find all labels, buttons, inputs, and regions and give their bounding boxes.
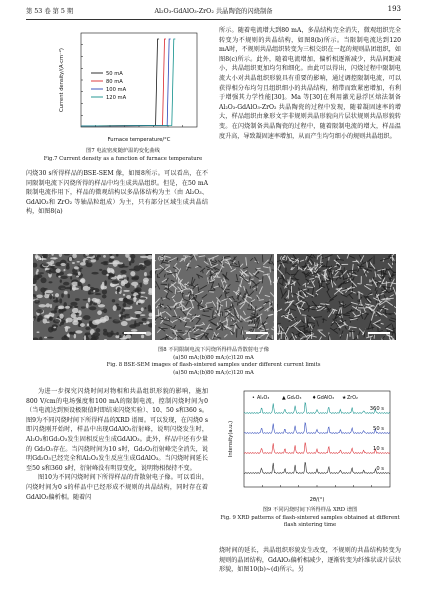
trace-label: 50 s [373, 426, 384, 432]
grain [33, 316, 36, 321]
grain [98, 304, 105, 307]
grain [74, 306, 78, 308]
fig9-caption-en: Fig. 9 XRD patterns of flash-sintered samples obtained at different flash sintering time [220, 514, 400, 528]
grain [141, 307, 144, 311]
fig8-caption-en: Fig. 8 BSE-SEM images of flash-sintered samples under different current limits [106, 362, 321, 368]
lamella [173, 316, 176, 317]
grain [95, 293, 101, 295]
grain [72, 285, 76, 291]
panel-label-b: (b) [158, 256, 166, 262]
grain [135, 290, 137, 292]
article-running-title: Al₂O₃-GdAlO₃-ZrO₂ 共晶陶瓷的闪烧制备 [154, 8, 273, 15]
fig7-chart [55, 27, 205, 145]
paragraph: 所示。随着电流增大到80 mA，多晶结构完全消失，微观组织完全转变为不规则的共晶结构，如图8(b)所示。当限制电流达到120 mA时，不规则共晶组织转变为三相交织在一起的规则晶团组织，如图8(c)所示。此外，随着电流增加，偏析相逐渐减少，共晶间距减小，共晶组织更加均匀和细化。由此可以得出，闪烧过程中限制电流大小对共晶组织形貌具有重要的影响，通过调控限制电流，可以获得相分布均匀且组织细小的共晶结构，稍带而致紧密增加，有利于增强其力学性能[30]。Ma 等[30]在利用激光悬浮区熔法制备Al₂O₃-GdAlO₃-ZrO₂ 共晶陶瓷的过程中发现，随着凝固速率的增大，样品组织由象形文字非规则共晶形貌向片层状规则共晶形貌转变。在闪烧制备共晶陶瓷的过程中，随着限制电流的增大，样品温度升高，导致凝固速率增加，从而产生均匀细小的规则共晶组织。 [219, 27, 401, 140]
grain [140, 314, 145, 316]
y-axis-label: Current density/(A·cm⁻²) [59, 48, 65, 112]
grain [93, 290, 95, 292]
fig9-caption [219, 507, 401, 530]
grain [88, 298, 91, 303]
grain [96, 328, 101, 332]
fig7-caption [28, 148, 218, 163]
grain [83, 299, 88, 301]
series-line-80mA [81, 39, 166, 126]
grain [129, 269, 136, 271]
grain [115, 335, 119, 338]
grain [60, 321, 64, 325]
right-column-text-top [219, 26, 401, 141]
grain [43, 318, 47, 323]
legend-label: 100 mA [106, 87, 127, 93]
grain [69, 257, 72, 261]
fig9-caption-cn: 图9 不同闪烧时间下所得样品 XRD 谱图 [262, 507, 358, 513]
grain [123, 303, 127, 307]
grain [141, 292, 146, 294]
lamella [361, 276, 362, 284]
grain [75, 298, 80, 301]
fig8-caption-en-sub: (a)50 mA;(b)80 mA;(c)120 mA [173, 369, 254, 376]
grain [89, 306, 96, 310]
grain [35, 286, 38, 292]
lamella [321, 266, 330, 267]
grain [39, 272, 44, 274]
grain [127, 277, 129, 281]
grain [92, 298, 98, 302]
lamella [386, 281, 387, 289]
grain [75, 313, 79, 315]
grain [49, 316, 51, 320]
grain [92, 320, 100, 325]
plot-frame [81, 33, 197, 127]
legend-label: Gd₂O₃ [287, 396, 302, 401]
grain [126, 335, 131, 339]
lamella [359, 291, 360, 299]
grain [75, 330, 82, 333]
xrd-trace-0s [244, 462, 390, 473]
grain [143, 323, 147, 325]
grain [103, 308, 107, 313]
grain [81, 306, 86, 308]
grain [72, 320, 78, 325]
grain [87, 323, 89, 326]
grain [37, 269, 39, 272]
trace-label: 0 s [376, 466, 384, 472]
fig8-caption-cn-sub: (a)50 mA;(b)80 mA;(c)120 mA [173, 354, 254, 361]
scale-bar [124, 332, 146, 334]
fig8-panel-c [277, 254, 396, 340]
grain [144, 260, 151, 266]
grain [136, 295, 141, 298]
grain [50, 304, 52, 308]
page-number: 193 [387, 5, 401, 13]
panel-label-a: (a) [36, 256, 44, 262]
grain [104, 280, 107, 286]
trace-label: 10 s [373, 446, 384, 452]
paragraph: 图10为不同闪烧时间下所得样品的背散射电子像。可以看出，闪烧时间为0 s的样品中已经形成不规则的共晶结构，同时存在着GdAlO₃偏析相。随着闪 [26, 474, 208, 501]
grain [113, 319, 121, 323]
grain [123, 294, 125, 296]
grain [58, 305, 65, 309]
grain [63, 282, 69, 286]
grain [102, 295, 107, 299]
grain [60, 276, 67, 279]
grain [74, 334, 76, 339]
grain [78, 310, 82, 316]
legend-label: 120 mA [106, 95, 127, 101]
grain [119, 338, 126, 340]
grain [123, 298, 128, 304]
running-header [26, 6, 401, 18]
grain [141, 335, 144, 339]
grain [106, 274, 109, 276]
grain [122, 266, 129, 268]
left-column-text-bottom [26, 387, 208, 502]
micrograph-image-a [33, 254, 152, 340]
grain [36, 309, 43, 313]
grain [81, 285, 83, 290]
grain [111, 280, 119, 284]
lamella [193, 254, 198, 255]
lamella [352, 282, 353, 292]
grain [85, 260, 88, 264]
grain [64, 291, 68, 295]
grain [97, 310, 102, 315]
fig8-caption-cn: 图8 不同限制电流下闪烧所得样品背散射电子像 [158, 347, 269, 353]
lamella [318, 305, 323, 306]
grain [144, 272, 147, 276]
grain [86, 303, 89, 308]
grain [148, 305, 151, 311]
xrd-trace-360s [244, 403, 390, 414]
grain [47, 337, 54, 339]
trace-label: 360 s [369, 406, 384, 412]
grain [112, 260, 119, 264]
series-line-120mA [81, 39, 175, 126]
grain [60, 263, 65, 266]
paragraph: 闪烧30 s所得样品的BSE-SEM 像，如图8所示。可以看出，在不同限制电流下闪烧所得的样品中均生成共晶组织。但是，在50 mA限制电流作用下，样品的微观结构以多晶体结构为主（由 Al₂O₃、GdAlO₃和 ZrO₂ 等轴晶粒组成）为主，只有部分区域生成共晶结构，如图8(a) [26, 170, 208, 216]
grain [66, 265, 70, 269]
grain [54, 307, 57, 312]
right-column-text-bottom [219, 546, 401, 575]
grain [91, 272, 98, 275]
grain [117, 287, 121, 292]
grain [103, 329, 107, 332]
grain [38, 304, 46, 307]
grain [70, 302, 77, 306]
grain [144, 307, 146, 309]
grain [40, 277, 46, 283]
grain [131, 282, 138, 286]
grain [49, 281, 53, 283]
legend-label: Al₂O₃ [257, 396, 270, 401]
grain [99, 269, 102, 271]
grain [58, 276, 60, 278]
xrd-trace-50s [244, 423, 390, 434]
fig8-micrographs [33, 254, 396, 340]
scale-bar [246, 332, 268, 334]
xrd-trace-10s [244, 443, 390, 454]
grain [90, 259, 96, 262]
grain [113, 305, 117, 311]
grain [55, 293, 59, 297]
grain [63, 269, 65, 271]
lamella [350, 332, 351, 336]
grain [45, 290, 53, 293]
paragraph: 为进一步探究闪烧时间对物相和共晶组织形貌的影响，施加800 V/cm的电场强度和100 mA的限制电流，控制闪烧时间为0（当电流达到预设极限值时即结束闪烧实验）、10、50 s和360 s。图9为不同闪烧时间下所得样品的XRD 谱图。可以发现，在闪烧0 s 即闪烧刚开始时，样品中出现GdAlO₃衍射峰，说明闪烧发生时，Al₂O₃和Gd₂O₃发生固相反应生成GdAlO₃。此外，样品中还有少量的 Gd₂O₃存在。当闪烧时间为10 s时，Gd₂O₃衍射峰完全消失，说明Gd₂O₃已经完全和Al₂O₃发生反应生成GdAlO₃。当闪烧时间延长至50 s和360 s时，衍射峰没有明显变化，说明物相保持不变。 [26, 388, 208, 472]
grain [72, 262, 75, 264]
grain [110, 256, 114, 259]
grain [38, 318, 40, 321]
grain [67, 274, 72, 277]
grain [53, 326, 56, 328]
lamella [207, 269, 210, 270]
grain [136, 314, 140, 318]
grain [53, 257, 56, 259]
grain [112, 299, 115, 302]
lamella [374, 255, 375, 264]
legend-label: 80 mA [106, 79, 123, 85]
grain [149, 288, 152, 292]
fig7-caption-en: Fig.7 Current density as a function of furnace temperature [43, 155, 203, 162]
grain [134, 285, 136, 288]
grain [49, 294, 52, 300]
grain [120, 270, 126, 274]
grain [123, 290, 130, 292]
grain [58, 285, 66, 290]
legend-label: ZrO₂ [347, 396, 358, 401]
legend-marker: • [252, 396, 255, 401]
grain [89, 304, 92, 306]
grain [46, 270, 52, 273]
lamella [383, 299, 391, 300]
grain [119, 314, 121, 317]
journal-volume: 第 53 卷 第 5 期 [26, 8, 74, 15]
grain [36, 331, 39, 333]
lamella [336, 263, 340, 264]
left-column-text-top [26, 169, 208, 217]
grain [116, 332, 119, 336]
grain [121, 321, 128, 326]
grain [65, 287, 72, 289]
grain [42, 292, 45, 295]
lamella [185, 295, 189, 296]
grain [139, 264, 143, 268]
lamella [303, 336, 308, 337]
scale-bar [368, 332, 390, 334]
grain [53, 319, 60, 323]
grain [93, 303, 97, 306]
grain [70, 332, 75, 334]
grain [61, 293, 64, 297]
fig8-caption [40, 347, 387, 377]
grain [80, 323, 85, 327]
fig8-panel-b [155, 254, 274, 340]
grain [131, 277, 138, 280]
micrograph-image-c [277, 254, 396, 340]
lamella [165, 264, 170, 265]
grain [131, 259, 135, 264]
grain [119, 278, 124, 280]
grain [77, 261, 80, 263]
grain [80, 262, 86, 265]
grain [53, 297, 55, 299]
header-rule [26, 19, 401, 20]
grain [85, 332, 91, 335]
grain [138, 322, 143, 324]
grain [64, 326, 70, 329]
grain [109, 274, 115, 277]
grain [130, 271, 135, 276]
grain [101, 285, 107, 289]
grain [143, 280, 148, 285]
legend-marker: ♦ [312, 396, 317, 401]
grain [58, 309, 66, 311]
lamella [342, 288, 348, 289]
legend-marker: ▲ [282, 396, 286, 401]
grain [88, 284, 91, 287]
grain [72, 308, 79, 314]
grain [65, 306, 70, 309]
grain [85, 327, 90, 330]
grain [136, 302, 138, 305]
grain [70, 276, 72, 280]
grain [76, 276, 79, 278]
grain [140, 282, 142, 288]
grain [53, 300, 59, 303]
fig8-panel-a [33, 254, 152, 340]
legend-marker: ★ [342, 396, 347, 401]
grain [79, 267, 82, 269]
grain [102, 289, 107, 295]
grain [56, 268, 61, 272]
legend-label: GdAlO₃ [317, 396, 335, 401]
lamella [217, 300, 218, 310]
x-axis-label: 2θ/(°) [309, 497, 325, 503]
grain [74, 266, 79, 269]
grain [103, 261, 108, 263]
grain [95, 336, 99, 340]
paragraph: 烧时间的延长，共晶组织形貌发生改变，不规则的共晶结构转变为规则的晶团结构，GdAlO₃偏析相减少，逐渐转变为纤维状或片层状形貌，如图10(b)~(d)所示。另 [219, 547, 401, 574]
micrograph-image-b [155, 254, 274, 340]
grain [143, 266, 146, 268]
grain [50, 266, 53, 268]
lamella [240, 316, 241, 320]
y-axis-label: Intensity(a.u.) [228, 420, 234, 458]
grain [124, 307, 131, 309]
grain [40, 287, 45, 292]
x-axis-label: Furnace temperature/°C [107, 137, 171, 143]
grain [46, 303, 50, 307]
grain [115, 303, 119, 305]
lamella [226, 301, 227, 307]
grain [34, 299, 40, 303]
grain [71, 313, 76, 318]
grain [34, 274, 40, 280]
grain [140, 256, 148, 258]
fig9-chart [226, 387, 396, 505]
grain [139, 297, 146, 299]
panel-label-c: (c) [280, 256, 288, 262]
grain [59, 299, 62, 304]
grain [83, 315, 91, 320]
lamella [318, 330, 323, 331]
legend-label: 50 mA [106, 71, 123, 77]
lamella [291, 286, 292, 293]
grain [66, 318, 73, 323]
grain [130, 254, 135, 259]
grain [104, 316, 109, 322]
grain [120, 311, 123, 314]
grain [129, 324, 136, 328]
grain [96, 257, 99, 261]
grain [44, 337, 47, 339]
grain [45, 268, 50, 270]
grain [44, 294, 49, 298]
lamella [369, 279, 370, 282]
grain [134, 311, 141, 314]
grain [122, 275, 127, 278]
grain [142, 318, 147, 321]
grain [68, 294, 70, 299]
grain [36, 294, 42, 298]
grain [59, 313, 63, 318]
grain [103, 255, 106, 258]
grain [125, 319, 131, 321]
grain [78, 271, 81, 275]
fig7-caption-cn: 图7 电流密度随炉温的变化曲线 [86, 148, 160, 154]
grain [88, 291, 91, 295]
grain [43, 263, 49, 266]
grain [60, 279, 62, 283]
